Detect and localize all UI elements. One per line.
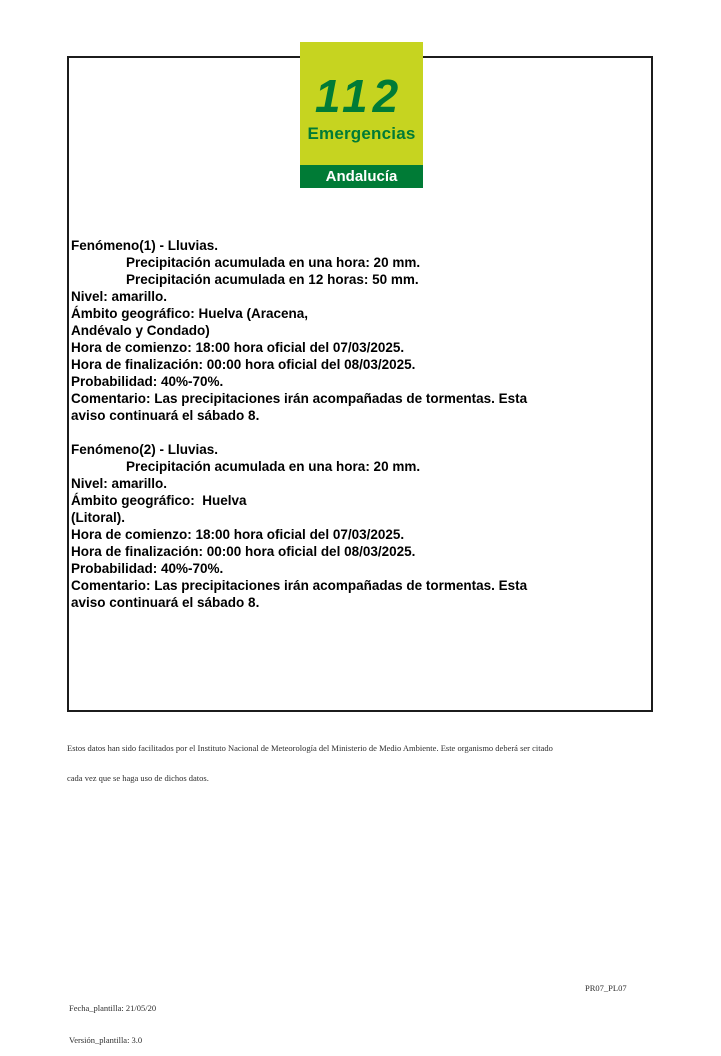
footnote-line: cada vez que se haga uso de dichos datos. (67, 773, 209, 783)
text-line: Probabilidad: 40%-70%. (71, 374, 224, 389)
text-line: Ámbito geográfico: Huelva (71, 493, 247, 508)
text-line: Hora de comienzo: 18:00 hora oficial del 07/03/2025. (71, 340, 405, 355)
logo-upper-panel (300, 42, 423, 165)
text-line: Nivel: amarillo. (71, 289, 168, 304)
text-line: Fenómeno(1) - Lluvias. (71, 238, 219, 253)
text-line: Hora de comienzo: 18:00 hora oficial del 07/03/2025. (71, 527, 405, 542)
text-line: aviso continuará el sábado 8. (71, 408, 260, 423)
text-line: Precipitación acumulada en una hora: 20 mm. (126, 255, 421, 270)
text-line: Hora de finalización: 00:00 hora oficial del 08/03/2025. (71, 544, 416, 559)
text-line: aviso continuará el sábado 8. (71, 595, 260, 610)
template-version: Versión_plantilla: 3.0 (69, 1034, 143, 1045)
template-info (69, 982, 156, 1056)
document-code: PR07_PL07 (585, 983, 627, 993)
text-line: Probabilidad: 40%-70%. (71, 561, 224, 576)
logo-subtitle-emergencias: Emergencias (307, 124, 416, 143)
text-line: Ámbito geográfico: Huelva (Aracena, (71, 306, 309, 321)
data-source-footnote (67, 723, 627, 793)
phenomenon-block-1 (71, 237, 646, 424)
footnote-line: Estos datos han sido facilitados por el Instituto Nacional de Meteorología del Ministerio de Medio Ambiente. Este organismo deberá ser citado (67, 743, 553, 753)
template-date: Fecha_plantilla: 21/05/20 (69, 1003, 157, 1013)
emergency-112-logo (300, 42, 423, 188)
logo-number-112: 112 (314, 70, 404, 122)
logo-region-band: Andalucía (300, 165, 423, 188)
text-line: Precipitación acumulada en 12 horas: 50 mm. (126, 272, 419, 287)
text-line: (Litoral). (71, 510, 125, 525)
text-line: Andévalo y Condado) (71, 323, 210, 338)
alert-body (71, 237, 646, 611)
text-line: Precipitación acumulada en una hora: 20 mm. (126, 459, 421, 474)
text-line: Comentario: Las precipitaciones irán acompañadas de tormentas. Esta (71, 578, 528, 593)
phenomenon-block-2 (71, 441, 646, 611)
text-line: Nivel: amarillo. (71, 476, 168, 491)
text-line: Comentario: Las precipitaciones irán acompañadas de tormentas. Esta (71, 391, 528, 406)
text-line: Fenómeno(2) - Lluvias. (71, 442, 219, 457)
text-line: Hora de finalización: 00:00 hora oficial del 08/03/2025. (71, 357, 416, 372)
